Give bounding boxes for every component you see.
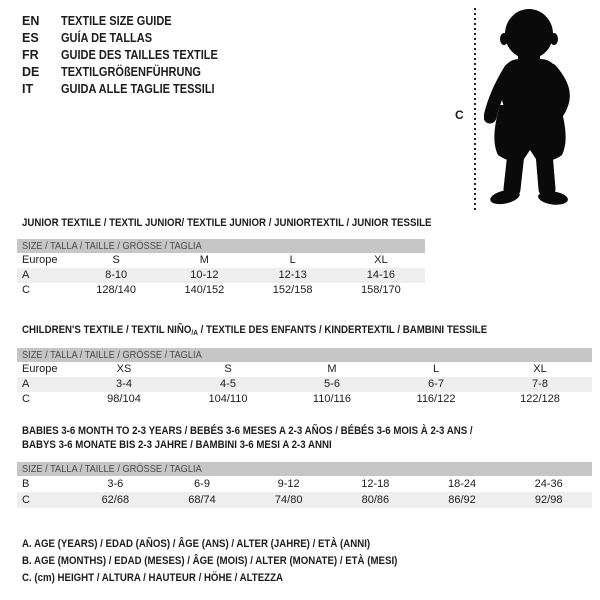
language-label: GUIDA ALLE TAGLIE TESSILI: [61, 82, 215, 96]
size-cell: 122/128: [520, 393, 560, 405]
size-cell: 14-16: [366, 269, 395, 281]
size-cell: 10-12: [190, 269, 219, 281]
babies-size-table: [17, 462, 592, 508]
children-size-table: [17, 348, 592, 407]
size-cell: 4-5: [220, 378, 236, 390]
size-cell: 7-8: [532, 378, 548, 390]
size-cell: 110/116: [312, 393, 352, 405]
table-row-europe: [17, 362, 592, 377]
language-code: FR: [22, 48, 39, 62]
size-cell: 18-24: [447, 478, 477, 490]
language-list: [22, 13, 239, 98]
size-cell: 68/74: [188, 494, 216, 506]
row-label: A: [22, 269, 30, 281]
table-row-height: [17, 492, 592, 508]
language-row: [22, 81, 239, 98]
footnotes: [22, 536, 449, 587]
row-label: C: [22, 494, 30, 506]
language-code: EN: [22, 14, 40, 28]
size-cell: 86/92: [448, 494, 476, 506]
section-title-children: [22, 323, 551, 340]
title-prefix: CHILDREN'S TEXTILE / TEXTIL NIÑO: [22, 324, 192, 336]
language-label: GUIDE DES TAILLES TEXTILE: [61, 48, 218, 62]
size-cell: M: [327, 363, 337, 375]
size-header-bar: [17, 239, 425, 253]
size-cell: 158/170: [360, 284, 401, 296]
footnote-text: B. AGE (MONTHS) / EDAD (MESES) / ÂGE (MOIS) / ALTER (MONATE) / ETÀ (MESI): [22, 555, 398, 567]
table-row-height: [17, 392, 592, 407]
size-cell: L: [432, 363, 440, 375]
footnote-line-a: [22, 536, 449, 553]
size-cell: XL: [374, 254, 388, 266]
size-header-text: SIZE / TALLA / TAILLE / GRÖSSE / TAGLIA: [22, 463, 202, 475]
language-row: [22, 13, 239, 30]
language-code: DE: [22, 65, 40, 79]
row-label: C: [22, 393, 30, 405]
language-code: ES: [22, 31, 39, 45]
size-cell: 12-18: [361, 478, 390, 490]
size-cell: 8-10: [105, 269, 128, 281]
footnote-line-c: [22, 570, 449, 587]
language-label: TEXTILE SIZE GUIDE: [61, 14, 172, 28]
baby-silhouette-image: [484, 7, 596, 207]
title-subscript: /A: [191, 328, 198, 337]
table-row-age: [17, 268, 425, 283]
size-cell: XS: [116, 363, 132, 375]
size-cell: 12-13: [278, 269, 307, 281]
section-title-text: [22, 323, 487, 340]
language-row: [22, 64, 239, 81]
size-cell: 5-6: [324, 378, 340, 390]
section-title-line1: BABIES 3-6 MONTH TO 2-3 YEARS / BEBÉS 3-6 MESES A 2-3 AÑOS / BÉBÉS 3-6 MOIS À 2-3 ANS /: [22, 425, 473, 437]
language-label: GUÍA DE TALLAS: [61, 31, 153, 45]
size-cell: 140/152: [184, 284, 225, 296]
section-title-line2: BABYS 3-6 MONATE BIS 2-3 JAHRE / BAMBINI 3-6 MESI A 2-3 ANNI: [22, 439, 332, 451]
size-cell: 92/98: [534, 494, 563, 506]
footnote-text: A. AGE (YEARS) / EDAD (AÑOS) / ÂGE (ANS) / ALTER (JAHRE) / ETÀ (ANNI): [22, 538, 371, 550]
table-row-age: [17, 377, 592, 392]
size-cell: 98/104: [107, 393, 141, 405]
row-label: B: [22, 478, 30, 490]
title-suffix: / TEXTILE DES ENFANTS / KINDERTEXTIL / BAMBINI TESSILE: [197, 324, 488, 336]
footnote-text: C. (cm) HEIGHT / ALTURA / HAUTEUR / HÖHE / ALTEZZA: [22, 572, 284, 584]
size-cell: 62/68: [101, 494, 130, 506]
size-cell: 3-6: [107, 478, 124, 490]
size-cell: 74/80: [274, 494, 303, 506]
size-header-text: SIZE / TALLA / TAILLE / GRÖSSE / TAGLIA: [22, 240, 202, 252]
size-header-text: SIZE / TALLA / TAILLE / GRÖSSE / TAGLIA: [22, 349, 202, 361]
size-cell: XL: [533, 363, 547, 375]
size-cell: 104/110: [208, 393, 248, 405]
language-label: TEXTILGRÖßENFÜHRUNG: [61, 65, 201, 79]
language-row: [22, 47, 239, 64]
size-cell: 6-7: [428, 378, 444, 390]
size-cell: 3-4: [116, 378, 132, 390]
table-row-europe: [17, 253, 425, 268]
height-dotted-line: [474, 8, 476, 210]
size-cell: L: [289, 254, 296, 266]
section-title-text: JUNIOR TEXTILE / TEXTIL JUNIOR/ TEXTILE JUNIOR / JUNIORTEXTIL / JUNIOR TESSILE: [22, 217, 432, 229]
row-label: A: [22, 378, 30, 390]
size-cell: 152/158: [272, 284, 313, 296]
row-label: C: [22, 284, 30, 296]
size-cell: S: [224, 363, 232, 375]
language-row: [22, 30, 239, 47]
language-code: IT: [22, 82, 34, 96]
size-header-bar: [17, 348, 592, 362]
size-header-bar: [17, 462, 592, 476]
size-cell: M: [199, 254, 209, 266]
size-cell: S: [112, 254, 120, 266]
height-label-c: C: [455, 108, 464, 122]
row-label: Europe: [22, 254, 58, 266]
table-row-age-months: [17, 476, 592, 492]
table-row-height: [17, 283, 425, 298]
size-cell: 80/86: [361, 494, 390, 506]
row-label: Europe: [22, 363, 58, 375]
size-cell: 116/122: [416, 393, 456, 405]
size-cell: 9-12: [277, 478, 300, 490]
size-cell: 6-9: [194, 478, 210, 490]
junior-size-table: [17, 239, 425, 298]
section-title-junior: [22, 216, 487, 230]
footnote-line-b: [22, 553, 449, 570]
size-cell: 128/140: [96, 284, 136, 296]
size-cell: 24-36: [534, 478, 563, 490]
section-title-babies: [22, 424, 534, 452]
